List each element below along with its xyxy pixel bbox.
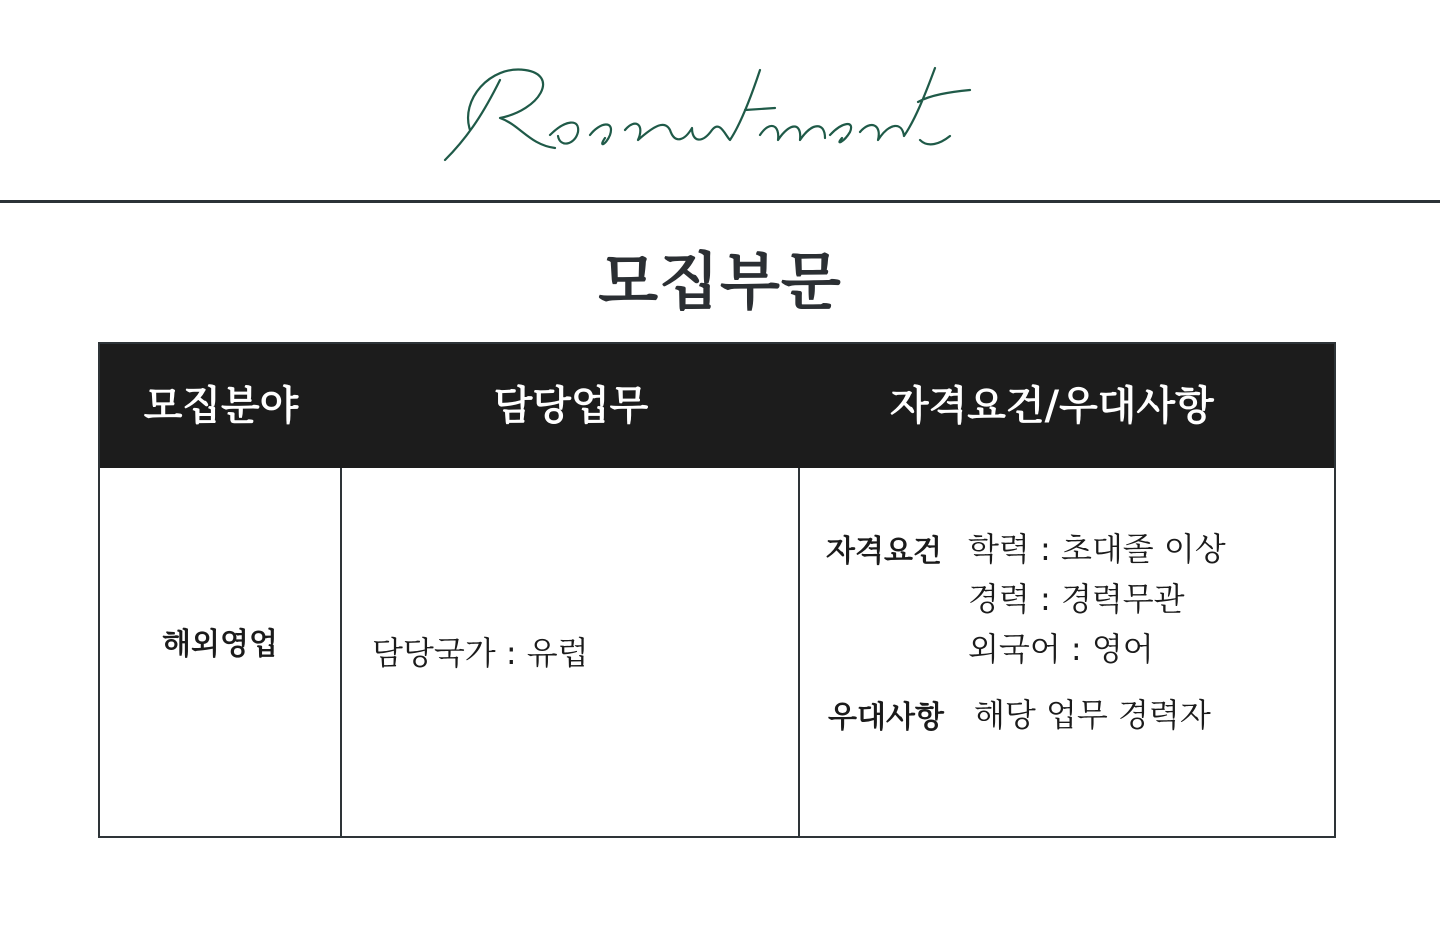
header-duty-column: 담당업무 [493, 383, 649, 429]
header-divider [0, 200, 1440, 203]
header-requirements-column: 자격요건/우대사항 [890, 383, 1214, 429]
column-divider-1 [340, 468, 342, 836]
requirement-language: 외국어 : 영어 [968, 630, 1154, 668]
table-header-row [100, 344, 1334, 468]
recruitment-script-logo [430, 40, 990, 180]
header-field-column: 모집분야 [143, 383, 299, 429]
column-divider-2 [798, 468, 800, 836]
recruitment-script-logo-graphic [430, 40, 990, 180]
preference-label: 우대사항 [828, 700, 944, 735]
duty-cell: 담당국가 : 유럽 [372, 634, 589, 672]
field-cell: 해외영업 [162, 627, 278, 662]
recruitment-table [98, 342, 1336, 838]
requirements-label: 자격요건 [826, 534, 942, 569]
requirement-education: 학력 : 초대졸 이상 [968, 530, 1226, 568]
section-title: 모집부문 [598, 245, 842, 318]
requirement-experience: 경력 : 경력무관 [968, 580, 1185, 618]
preference-value: 해당 업무 경력자 [974, 696, 1211, 734]
